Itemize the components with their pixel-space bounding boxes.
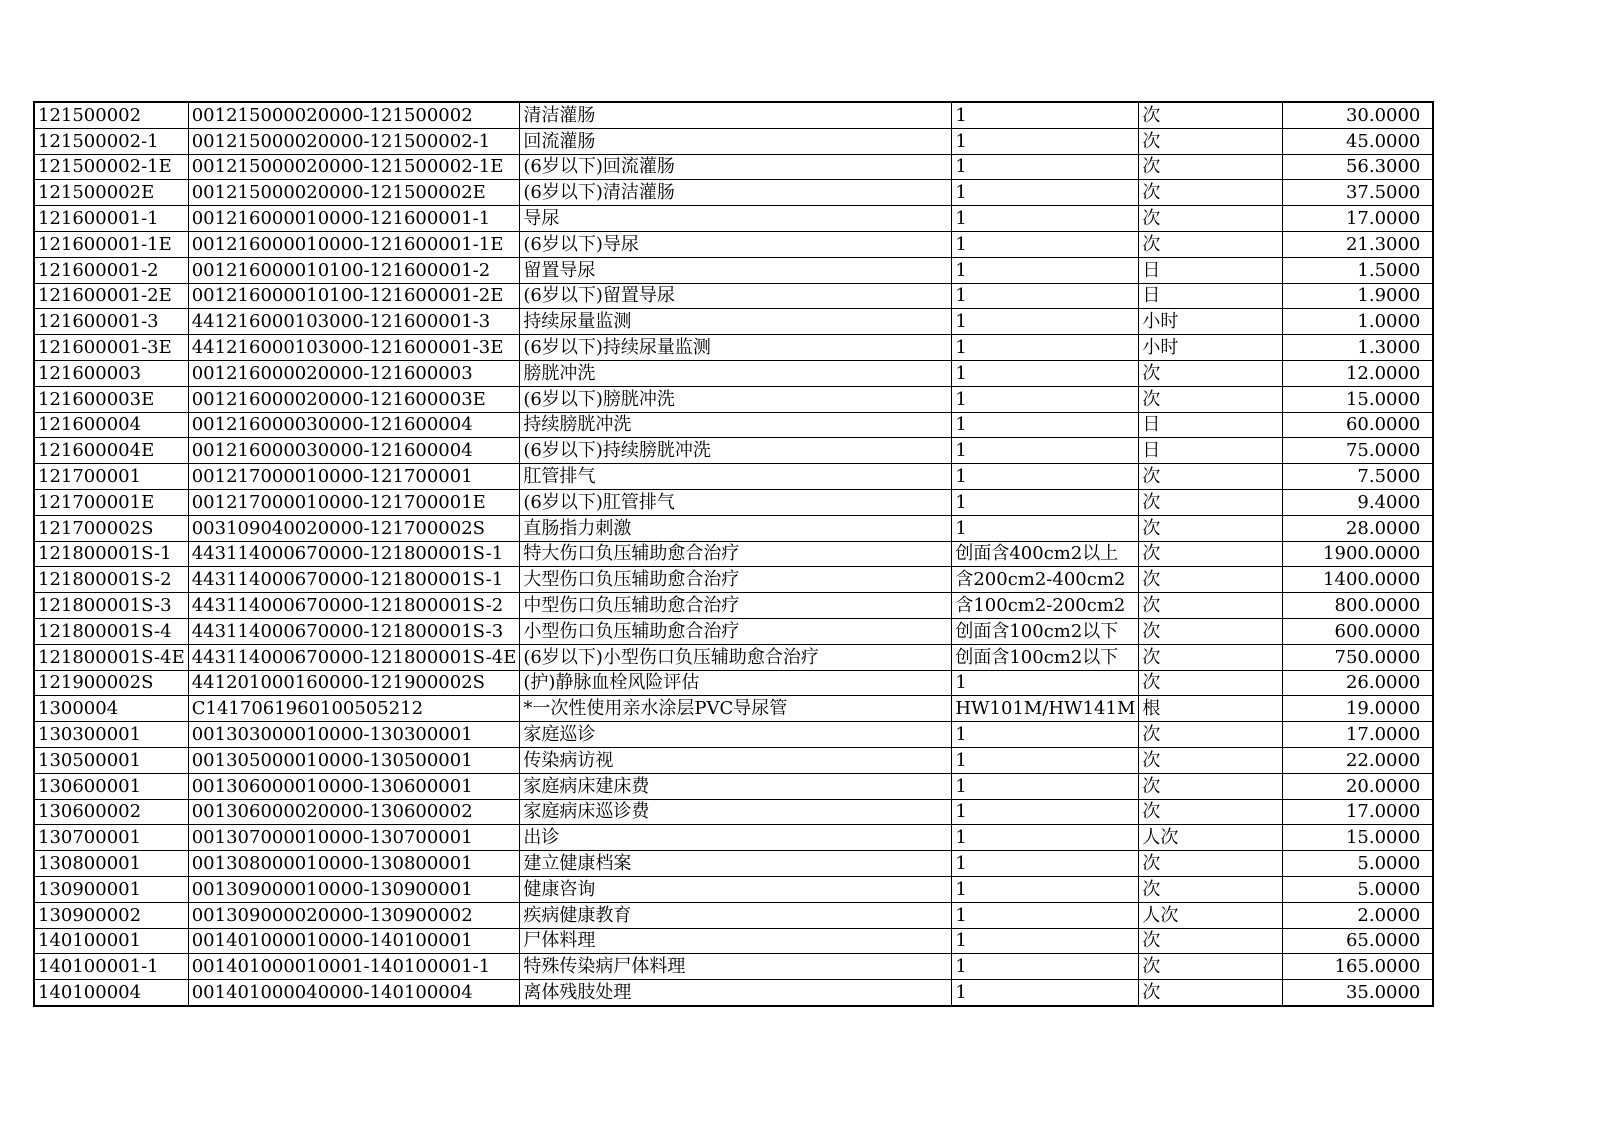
unit-cell: 次 <box>1139 747 1283 773</box>
price-cell: 7.5000 <box>1283 464 1434 490</box>
unit-cell: 次 <box>1139 618 1283 644</box>
table-row <box>34 851 1433 877</box>
item-name-cell: (护)静脉血栓风险评估 <box>520 670 952 696</box>
table-row <box>34 954 1433 980</box>
reference-code-cell: 441216000103000-121600001-3E <box>188 335 520 361</box>
table-row <box>34 360 1433 386</box>
reference-code-cell: 001401000040000-140100004 <box>188 980 520 1006</box>
price-cell: 28.0000 <box>1283 515 1434 541</box>
price-cell: 21.3000 <box>1283 231 1434 257</box>
unit-cell: 次 <box>1139 851 1283 877</box>
spec-cell: 含200cm2-400cm2 <box>952 567 1139 593</box>
unit-cell: 次 <box>1139 464 1283 490</box>
reference-code-cell: 001306000010000-130600001 <box>188 773 520 799</box>
item-name-cell: 留置导尿 <box>520 257 952 283</box>
item-name-cell: 特大伤口负压辅助愈合治疗 <box>520 541 952 567</box>
spec-cell: 1 <box>952 335 1139 361</box>
unit-cell: 次 <box>1139 567 1283 593</box>
reference-code-cell: 001305000010000-130500001 <box>188 747 520 773</box>
reference-code-cell: 003109040020000-121700002S <box>188 515 520 541</box>
reference-code-cell: 443114000670000-121800001S-3 <box>188 618 520 644</box>
unit-cell: 日 <box>1139 283 1283 309</box>
table-row <box>34 231 1433 257</box>
table-row <box>34 206 1433 232</box>
unit-cell: 次 <box>1139 670 1283 696</box>
price-cell: 15.0000 <box>1283 825 1434 851</box>
spec-cell: 1 <box>952 670 1139 696</box>
item-name-cell: 出诊 <box>520 825 952 851</box>
item-code-cell: 130600002 <box>34 799 188 825</box>
table-row <box>34 722 1433 748</box>
item-code-cell: 121500002-1 <box>34 128 188 154</box>
spec-cell: 1 <box>952 773 1139 799</box>
price-cell: 2.0000 <box>1283 902 1434 928</box>
item-code-cell: 121700002S <box>34 515 188 541</box>
item-name-cell: 小型伤口负压辅助愈合治疗 <box>520 618 952 644</box>
table-row <box>34 515 1433 541</box>
reference-code-cell: 001217000010000-121700001 <box>188 464 520 490</box>
item-code-cell: 121600001-1E <box>34 231 188 257</box>
item-name-cell: 建立健康档案 <box>520 851 952 877</box>
reference-code-cell: 001216000020000-121600003 <box>188 360 520 386</box>
price-cell: 600.0000 <box>1283 618 1434 644</box>
item-name-cell: 持续尿量监测 <box>520 309 952 335</box>
table-row <box>34 773 1433 799</box>
item-name-cell: (6岁以下)留置导尿 <box>520 283 952 309</box>
item-name-cell: (6岁以下)肛管排气 <box>520 489 952 515</box>
spec-cell: 1 <box>952 309 1139 335</box>
spec-cell: 创面含100cm2以下 <box>952 618 1139 644</box>
item-code-cell: 130900002 <box>34 902 188 928</box>
item-code-cell: 121600003 <box>34 360 188 386</box>
price-cell: 1.3000 <box>1283 335 1434 361</box>
price-cell: 65.0000 <box>1283 928 1434 954</box>
unit-cell: 人次 <box>1139 825 1283 851</box>
item-code-cell: 121600001-3 <box>34 309 188 335</box>
spec-cell: 1 <box>952 438 1139 464</box>
price-cell: 30.0000 <box>1283 102 1434 128</box>
item-code-cell: 121600001-3E <box>34 335 188 361</box>
unit-cell: 次 <box>1139 489 1283 515</box>
table-row <box>34 335 1433 361</box>
item-name-cell: (6岁以下)持续膀胱冲洗 <box>520 438 952 464</box>
spec-cell: 1 <box>952 102 1139 128</box>
table-row <box>34 567 1433 593</box>
spec-cell: HW101M/HW141M <box>952 696 1139 722</box>
item-code-cell: 121800001S-3 <box>34 593 188 619</box>
item-name-cell: 尸体料理 <box>520 928 952 954</box>
item-name-cell: (6岁以下)膀胱冲洗 <box>520 386 952 412</box>
unit-cell: 次 <box>1139 102 1283 128</box>
item-code-cell: 121600004E <box>34 438 188 464</box>
reference-code-cell: 001216000010100-121600001-2E <box>188 283 520 309</box>
price-cell: 1.9000 <box>1283 283 1434 309</box>
table-row <box>34 283 1433 309</box>
unit-cell: 次 <box>1139 954 1283 980</box>
unit-cell: 人次 <box>1139 902 1283 928</box>
item-name-cell: 特殊传染病尸体料理 <box>520 954 952 980</box>
spec-cell: 1 <box>952 180 1139 206</box>
item-name-cell: 清洁灌肠 <box>520 102 952 128</box>
item-name-cell: 家庭病床建床费 <box>520 773 952 799</box>
item-name-cell: (6岁以下)回流灌肠 <box>520 154 952 180</box>
spec-cell: 1 <box>952 231 1139 257</box>
price-cell: 17.0000 <box>1283 722 1434 748</box>
table-row <box>34 902 1433 928</box>
table-row <box>34 154 1433 180</box>
reference-code-cell: 001216000030000-121600004 <box>188 412 520 438</box>
table-row <box>34 618 1433 644</box>
price-table <box>33 101 1434 1007</box>
price-cell: 1400.0000 <box>1283 567 1434 593</box>
unit-cell: 根 <box>1139 696 1283 722</box>
reference-code-cell: 443114000670000-121800001S-1 <box>188 567 520 593</box>
price-cell: 45.0000 <box>1283 128 1434 154</box>
unit-cell: 次 <box>1139 541 1283 567</box>
item-code-cell: 130900001 <box>34 876 188 902</box>
price-cell: 35.0000 <box>1283 980 1434 1006</box>
reference-code-cell: 001309000020000-130900002 <box>188 902 520 928</box>
price-cell: 800.0000 <box>1283 593 1434 619</box>
item-code-cell: 130300001 <box>34 722 188 748</box>
reference-code-cell: 001308000010000-130800001 <box>188 851 520 877</box>
reference-code-cell: 001401000010001-140100001-1 <box>188 954 520 980</box>
price-cell: 9.4000 <box>1283 489 1434 515</box>
spec-cell: 1 <box>952 489 1139 515</box>
unit-cell: 小时 <box>1139 335 1283 361</box>
spec-cell: 1 <box>952 876 1139 902</box>
reference-code-cell: 001215000020000-121500002-1E <box>188 154 520 180</box>
reference-code-cell: 001309000010000-130900001 <box>188 876 520 902</box>
price-cell: 5.0000 <box>1283 851 1434 877</box>
reference-code-cell: 001303000010000-130300001 <box>188 722 520 748</box>
table-row <box>34 386 1433 412</box>
item-name-cell: 膀胱冲洗 <box>520 360 952 386</box>
price-cell: 20.0000 <box>1283 773 1434 799</box>
item-code-cell: 121700001E <box>34 489 188 515</box>
reference-code-cell: 441216000103000-121600001-3 <box>188 309 520 335</box>
item-code-cell: 121900002S <box>34 670 188 696</box>
price-cell: 26.0000 <box>1283 670 1434 696</box>
table-row <box>34 464 1433 490</box>
table-row <box>34 438 1433 464</box>
unit-cell: 次 <box>1139 722 1283 748</box>
reference-code-cell: 001216000010000-121600001-1E <box>188 231 520 257</box>
reference-code-cell: C1417061960100505212 <box>188 696 520 722</box>
table-row <box>34 180 1433 206</box>
table-row <box>34 128 1433 154</box>
reference-code-cell: 001216000030000-121600004 <box>188 438 520 464</box>
reference-code-cell: 001215000020000-121500002E <box>188 180 520 206</box>
unit-cell: 日 <box>1139 438 1283 464</box>
item-code-cell: 121800001S-1 <box>34 541 188 567</box>
item-name-cell: (6岁以下)小型伤口负压辅助愈合治疗 <box>520 644 952 670</box>
price-cell: 1900.0000 <box>1283 541 1434 567</box>
table-row <box>34 489 1433 515</box>
price-cell: 75.0000 <box>1283 438 1434 464</box>
table-row <box>34 980 1433 1006</box>
unit-cell: 次 <box>1139 773 1283 799</box>
table-row <box>34 825 1433 851</box>
price-cell: 60.0000 <box>1283 412 1434 438</box>
price-table-body <box>34 102 1433 1006</box>
reference-code-cell: 443114000670000-121800001S-1 <box>188 541 520 567</box>
spec-cell: 1 <box>952 747 1139 773</box>
item-name-cell: 疾病健康教育 <box>520 902 952 928</box>
item-code-cell: 130700001 <box>34 825 188 851</box>
item-code-cell: 121800001S-2 <box>34 567 188 593</box>
price-cell: 17.0000 <box>1283 206 1434 232</box>
item-name-cell: 家庭巡诊 <box>520 722 952 748</box>
spec-cell: 创面含400cm2以上 <box>952 541 1139 567</box>
unit-cell: 次 <box>1139 128 1283 154</box>
item-name-cell: 中型伤口负压辅助愈合治疗 <box>520 593 952 619</box>
spec-cell: 1 <box>952 128 1139 154</box>
spec-cell: 1 <box>952 206 1139 232</box>
reference-code-cell: 001217000010000-121700001E <box>188 489 520 515</box>
item-code-cell: 121600004 <box>34 412 188 438</box>
table-row <box>34 257 1433 283</box>
table-row <box>34 541 1433 567</box>
unit-cell: 日 <box>1139 257 1283 283</box>
item-name-cell: (6岁以下)导尿 <box>520 231 952 257</box>
reference-code-cell: 001215000020000-121500002-1 <box>188 128 520 154</box>
spec-cell: 1 <box>952 386 1139 412</box>
spec-cell: 1 <box>952 799 1139 825</box>
unit-cell: 次 <box>1139 593 1283 619</box>
item-name-cell: (6岁以下)持续尿量监测 <box>520 335 952 361</box>
reference-code-cell: 441201000160000-121900002S <box>188 670 520 696</box>
item-name-cell: 肛管排气 <box>520 464 952 490</box>
table-row <box>34 644 1433 670</box>
price-cell: 1.0000 <box>1283 309 1434 335</box>
unit-cell: 次 <box>1139 515 1283 541</box>
price-cell: 56.3000 <box>1283 154 1434 180</box>
price-cell: 165.0000 <box>1283 954 1434 980</box>
item-name-cell: 直肠指力刺激 <box>520 515 952 541</box>
item-name-cell: 导尿 <box>520 206 952 232</box>
reference-code-cell: 001307000010000-130700001 <box>188 825 520 851</box>
item-code-cell: 140100004 <box>34 980 188 1006</box>
spec-cell: 1 <box>952 412 1139 438</box>
item-name-cell: (6岁以下)清洁灌肠 <box>520 180 952 206</box>
table-row <box>34 412 1433 438</box>
item-name-cell: 大型伤口负压辅助愈合治疗 <box>520 567 952 593</box>
item-code-cell: 121800001S-4 <box>34 618 188 644</box>
reference-code-cell: 001401000010000-140100001 <box>188 928 520 954</box>
reference-code-cell: 001306000020000-130600002 <box>188 799 520 825</box>
spec-cell: 1 <box>952 902 1139 928</box>
unit-cell: 次 <box>1139 386 1283 412</box>
unit-cell: 次 <box>1139 360 1283 386</box>
price-cell: 1.5000 <box>1283 257 1434 283</box>
table-row <box>34 747 1433 773</box>
price-cell: 12.0000 <box>1283 360 1434 386</box>
spec-cell: 1 <box>952 515 1139 541</box>
spec-cell: 1 <box>952 154 1139 180</box>
item-code-cell: 121500002E <box>34 180 188 206</box>
item-name-cell: 传染病访视 <box>520 747 952 773</box>
unit-cell: 小时 <box>1139 309 1283 335</box>
reference-code-cell: 001215000020000-121500002 <box>188 102 520 128</box>
price-cell: 37.5000 <box>1283 180 1434 206</box>
table-row <box>34 696 1433 722</box>
item-name-cell: 持续膀胱冲洗 <box>520 412 952 438</box>
item-code-cell: 140100001-1 <box>34 954 188 980</box>
item-name-cell: *一次性使用亲水涂层PVC导尿管 <box>520 696 952 722</box>
spec-cell: 1 <box>952 283 1139 309</box>
unit-cell: 次 <box>1139 180 1283 206</box>
item-code-cell: 121600001-1 <box>34 206 188 232</box>
item-code-cell: 121800001S-4E <box>34 644 188 670</box>
table-row <box>34 799 1433 825</box>
price-cell: 19.0000 <box>1283 696 1434 722</box>
table-row <box>34 928 1433 954</box>
price-cell: 750.0000 <box>1283 644 1434 670</box>
unit-cell: 次 <box>1139 154 1283 180</box>
item-name-cell: 离体残肢处理 <box>520 980 952 1006</box>
item-name-cell: 回流灌肠 <box>520 128 952 154</box>
item-code-cell: 130600001 <box>34 773 188 799</box>
spec-cell: 1 <box>952 464 1139 490</box>
spec-cell: 1 <box>952 360 1139 386</box>
spec-cell: 1 <box>952 825 1139 851</box>
item-code-cell: 121500002-1E <box>34 154 188 180</box>
item-code-cell: 121500002 <box>34 102 188 128</box>
item-code-cell: 140100001 <box>34 928 188 954</box>
reference-code-cell: 001216000010000-121600001-1 <box>188 206 520 232</box>
reference-code-cell: 001216000020000-121600003E <box>188 386 520 412</box>
item-code-cell: 121600001-2E <box>34 283 188 309</box>
spec-cell: 1 <box>952 722 1139 748</box>
price-cell: 15.0000 <box>1283 386 1434 412</box>
spec-cell: 1 <box>952 851 1139 877</box>
item-code-cell: 130800001 <box>34 851 188 877</box>
unit-cell: 次 <box>1139 928 1283 954</box>
item-code-cell: 130500001 <box>34 747 188 773</box>
spec-cell: 1 <box>952 257 1139 283</box>
table-row <box>34 102 1433 128</box>
spec-cell: 创面含100cm2以下 <box>952 644 1139 670</box>
reference-code-cell: 443114000670000-121800001S-2 <box>188 593 520 619</box>
unit-cell: 次 <box>1139 876 1283 902</box>
spec-cell: 1 <box>952 954 1139 980</box>
item-code-cell: 121700001 <box>34 464 188 490</box>
spec-cell: 含100cm2-200cm2 <box>952 593 1139 619</box>
item-code-cell: 1300004 <box>34 696 188 722</box>
reference-code-cell: 443114000670000-121800001S-4E <box>188 644 520 670</box>
table-row <box>34 876 1433 902</box>
price-cell: 22.0000 <box>1283 747 1434 773</box>
unit-cell: 次 <box>1139 980 1283 1006</box>
table-row <box>34 309 1433 335</box>
unit-cell: 日 <box>1139 412 1283 438</box>
unit-cell: 次 <box>1139 231 1283 257</box>
item-code-cell: 121600001-2 <box>34 257 188 283</box>
price-cell: 5.0000 <box>1283 876 1434 902</box>
price-cell: 17.0000 <box>1283 799 1434 825</box>
item-code-cell: 121600003E <box>34 386 188 412</box>
unit-cell: 次 <box>1139 644 1283 670</box>
table-row <box>34 593 1433 619</box>
table-row <box>34 670 1433 696</box>
spec-cell: 1 <box>952 980 1139 1006</box>
item-name-cell: 健康咨询 <box>520 876 952 902</box>
spec-cell: 1 <box>952 928 1139 954</box>
unit-cell: 次 <box>1139 799 1283 825</box>
reference-code-cell: 001216000010100-121600001-2 <box>188 257 520 283</box>
item-name-cell: 家庭病床巡诊费 <box>520 799 952 825</box>
unit-cell: 次 <box>1139 206 1283 232</box>
